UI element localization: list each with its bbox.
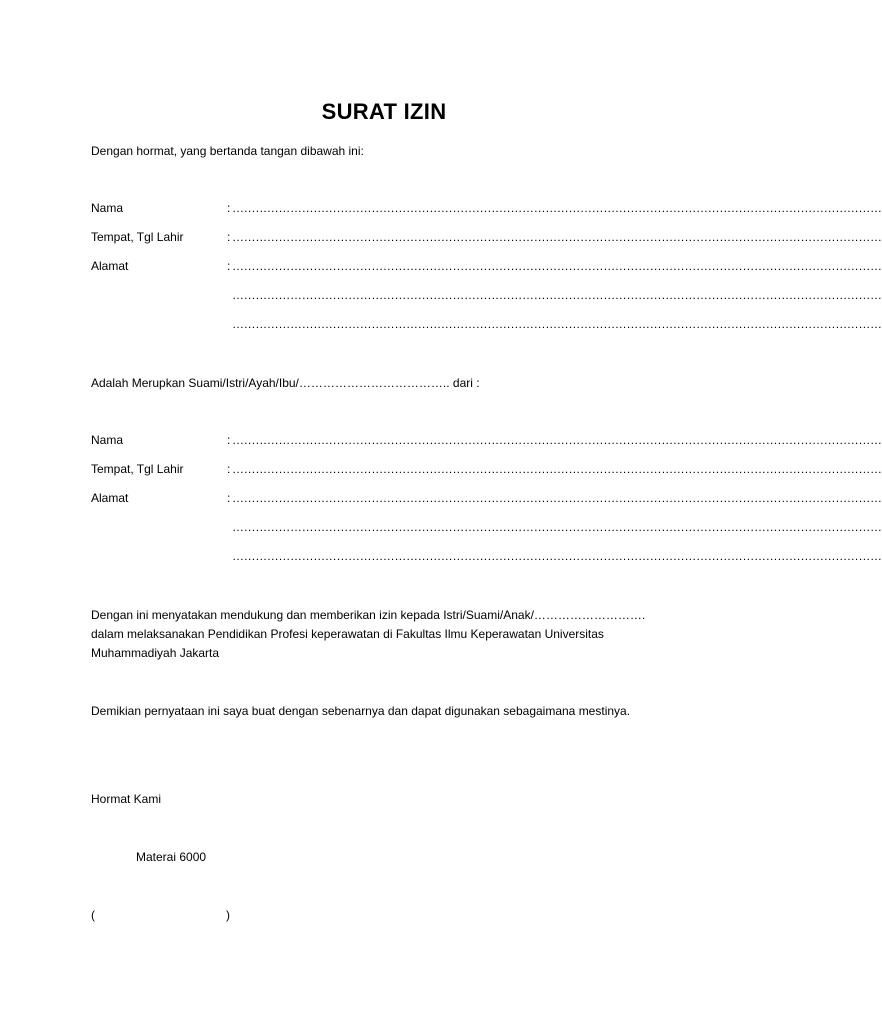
colon: : [227,230,231,244]
person1-address-dots-2: …………………………………………………………………………………………………………………………………………………… [232,288,882,302]
person1-name-dots: …………………………………………………………………………………………………………………………………………………… [232,201,882,215]
page-title: SURAT IZIN [321,99,447,124]
person2-address-label: Alamat [91,491,129,505]
person2-birth-dots: …………………………………………………………………………………………………………………………………………………… [232,462,882,476]
person2-name-dots: …………………………………………………………………………………………………………………………………………………… [232,433,882,447]
statement-line-2: dalam melaksanakan Pendidikan Profesi keperawatan di Fakultas Ilmu Keperawatan Universitas [91,627,604,641]
colon: : [227,491,231,505]
colon: : [227,259,231,273]
greeting-text: Dengan hormat, yang bertanda tangan dibawah ini: [91,144,364,158]
person2-address-dots: …………………………………………………………………………………………………………………………………………………… [232,491,882,505]
person2-birth-label: Tempat, Tgl Lahir [91,462,184,476]
colon: : [227,433,231,447]
statement-line-3: Muhammadiyah Jakarta [91,646,220,660]
statement-paragraph [91,606,691,663]
stamp-text: Materai 6000 [136,850,207,864]
statement-line-1: Dengan ini menyatakan mendukung dan memberikan izin kepada Istri/Suami/Anak/………………………. [91,608,646,622]
person2-address-dots-3: …………………………………………………………………………………………………………………………………………………… [232,549,882,563]
person1-name-label: Nama [91,201,124,215]
closing-text: Demikian pernyataan ini saya buat dengan sebenarnya dan dapat digunakan sebagaimana mestinya. [91,704,631,718]
person1-address-dots-3: …………………………………………………………………………………………………………………………………………………… [232,317,882,331]
relation-line: Adalah Merupkan Suami/Istri/Ayah/Ibu/……………………………….. dari : [91,376,480,390]
person1-address-label: Alamat [91,259,129,273]
signature-open-paren: ( [91,908,95,922]
person1-address-dots: …………………………………………………………………………………………………………………………………………………… [232,259,882,273]
colon: : [227,201,231,215]
signature-close-paren: ) [226,908,230,922]
regards-text: Hormat Kami [91,792,162,806]
person2-name-label: Nama [91,433,124,447]
person2-address-dots-2: …………………………………………………………………………………………………………………………………………………… [232,520,882,534]
colon: : [227,462,231,476]
person1-birth-dots: …………………………………………………………………………………………………………………………………………………… [232,230,882,244]
person1-birth-label: Tempat, Tgl Lahir [91,230,184,244]
